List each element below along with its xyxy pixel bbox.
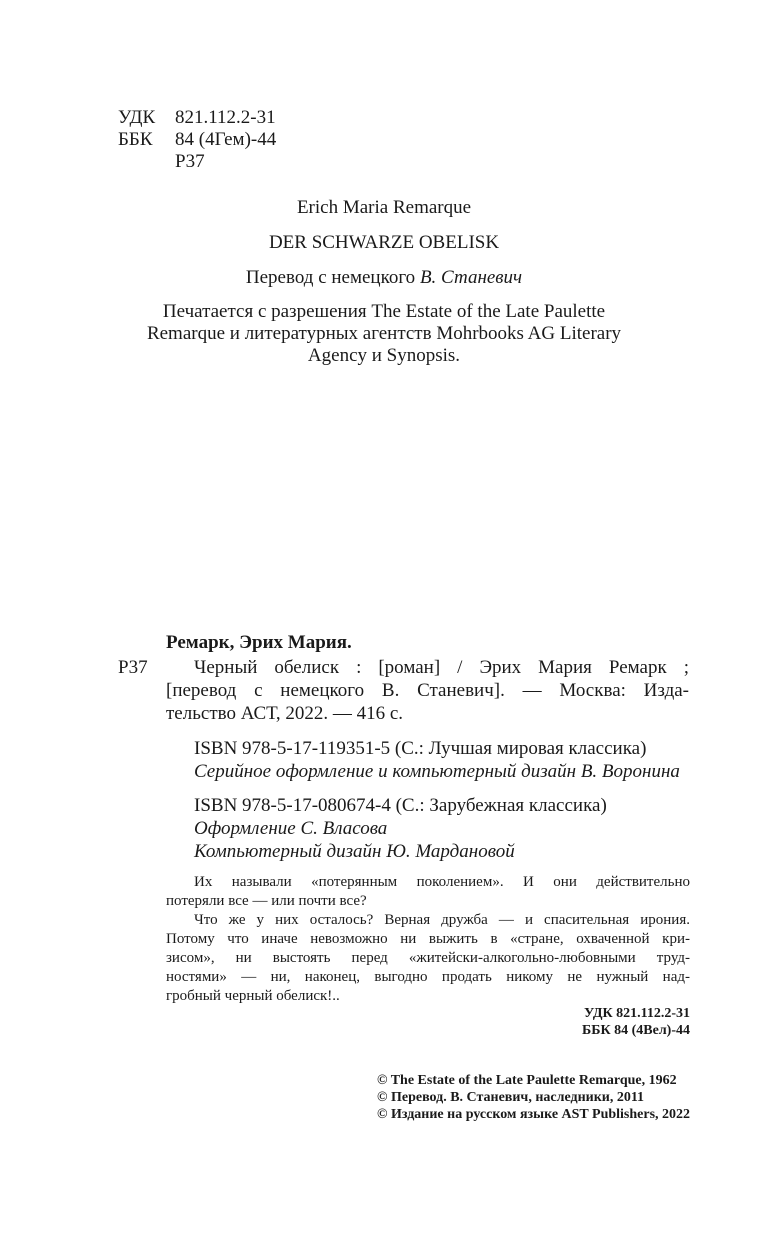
annotation-udk: УДК 821.112.2-31: [583, 1006, 690, 1021]
catalog-line-3: тельство АСТ, 2022. — 416 с.: [166, 703, 404, 724]
annotation-line-3: Что же у них осталось? Верная дружба — и спасительная ирония.: [194, 912, 690, 928]
annotation-line-7: гробный черный обелиск!..: [166, 988, 340, 1004]
isbn-2: ISBN 978-5-17-080674-4 (С.: Зарубежная классика): [194, 795, 607, 816]
annotation-line-5: зисом», ни выстоять перед «житейски-алкогольно-любовными труд-: [166, 950, 690, 966]
translation-credit: [0, 266, 768, 290]
bbk-value: 84 (4Гем)-44: [175, 129, 277, 150]
bbk-label: ББК: [118, 129, 153, 150]
annotation-line-1: Их называли «потерянным поколением». И они действительно: [194, 874, 690, 890]
design-credit-1: Серийное оформление и компьютерный дизайн В. Воронина: [194, 761, 680, 782]
copyright-line-1: © The Estate of the Late Paulette Remarque, 1962: [377, 1073, 677, 1088]
udk-label: УДК: [118, 107, 156, 128]
original-title: DER SCHWARZE OBELISK: [268, 232, 500, 253]
permission-line-1: Печатается с разрешения The Estate of the Late Paulette: [162, 301, 606, 322]
catalog-line-1: Черный обелиск : [роман] / Эрих Мария Ремарк ;: [194, 657, 689, 678]
copyright-line-2: © Перевод. В. Станевич, наследники, 2011: [377, 1090, 645, 1105]
annotation-bbk: ББК 84 (4Вел)-44: [581, 1023, 690, 1038]
annotation-line-2: потеряли все — или почти все?: [166, 893, 367, 909]
udk-value: 821.112.2-31: [175, 107, 276, 128]
translation-prefix: Перевод с немецкого: [245, 267, 416, 288]
catalog-heading: Ремарк, Эрих Мария.: [166, 632, 352, 653]
translator-name: В. Станевич: [419, 267, 523, 288]
catalog-sign: Р37: [118, 657, 148, 678]
catalog-line-2: [перевод с немецкого В. Станевич]. — Москва: Изда-: [166, 680, 689, 701]
original-author: Erich Maria Remarque: [296, 197, 472, 218]
design-credit-2: Оформление С. Власова: [194, 818, 388, 839]
permission-line-3: Agency и Synopsis.: [307, 345, 461, 366]
design-credit-3: Компьютерный дизайн Ю. Мардановой: [194, 841, 515, 862]
annotation-line-6: ностями» — ни, наконец, выгодно продать никому не нужный над-: [166, 969, 690, 985]
annotation-line-4: Потому что иначе невозможно ни выжить в «стране, охваченной кри-: [166, 931, 690, 947]
permission-line-2: Remarque и литературных агентств Mohrbooks AG Literary: [146, 323, 622, 344]
isbn-1: ISBN 978-5-17-119351-5 (С.: Лучшая мировая классика): [194, 738, 647, 759]
author-sign: Р37: [175, 151, 205, 172]
copyright-line-3: © Издание на русском языке AST Publishers, 2022: [377, 1107, 691, 1122]
